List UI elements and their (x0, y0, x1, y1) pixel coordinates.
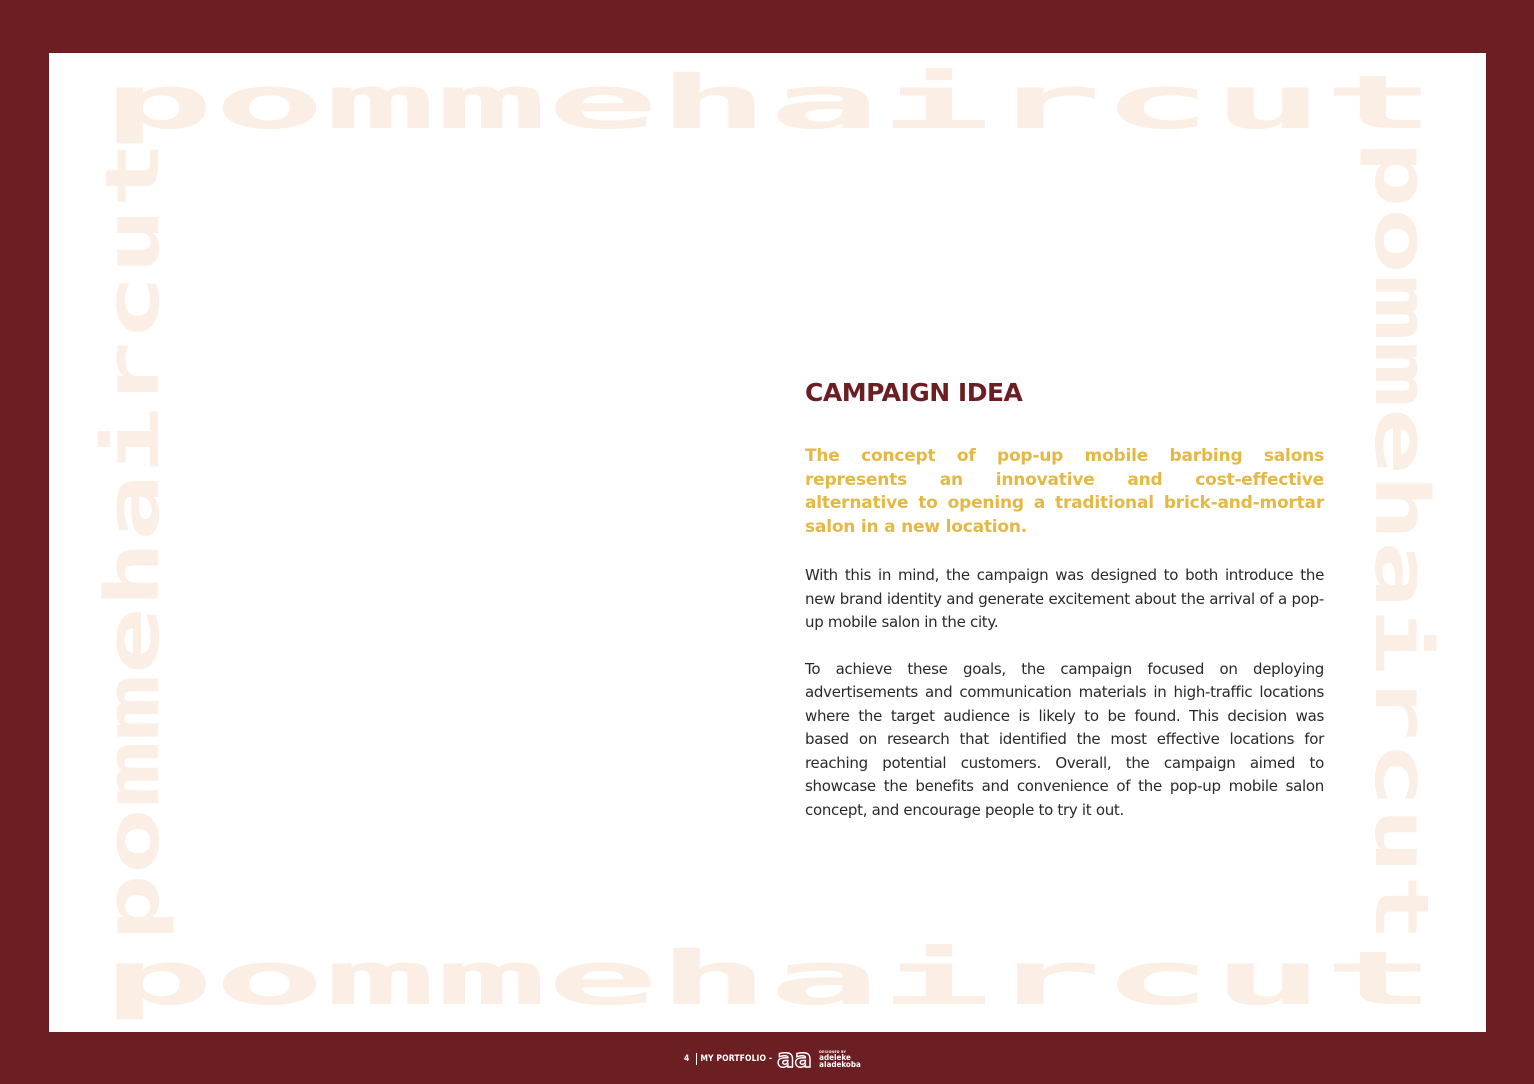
watermark-text-right: pommehaircut (1358, 141, 1444, 676)
watermark-border-right (1358, 141, 1444, 941)
watermark-border-top (103, 60, 1435, 146)
watermark-border-left (90, 141, 176, 941)
page-footer (0, 1046, 1534, 1072)
watermark-text-left: pommehaircut (90, 406, 176, 941)
footer-label: MY PORTFOLIO - (700, 1054, 773, 1064)
logo-monogram-icon (777, 1044, 817, 1074)
body-paragraph-1: With this in mind, the campaign was designed to both introduce the new brand identity and generate excitement about the arrival of a pop-up mobile salon in the city. (805, 566, 1324, 631)
logo-name-first: adeleke (819, 1053, 851, 1062)
logo-tagline: DESIGNED BY (819, 1050, 847, 1054)
section-heading: CAMPAIGN IDEA (805, 378, 1023, 407)
logo-monogram: aa (777, 1044, 813, 1074)
designer-logo (777, 1044, 861, 1074)
lead-paragraph: The concept of pop-up mobile barbing salons represents an innovative and cost-effective alternative to opening a traditional brick-and-mortar salon in a new location. (805, 446, 1324, 537)
watermark-text-top: pommehaircut (103, 60, 1435, 146)
watermark-text-bottom: pommehaircut (103, 936, 1435, 1022)
footer-divider (696, 1053, 697, 1065)
portfolio-page (49, 53, 1486, 1032)
body-paragraph-2: To achieve these goals, the campaign focused on deploying advertisements and communication materials in high-traffic locations where the target audience is likely to be found. This decision was based on research that identified the most effective locations for reaching potential customers. Overall, the campaign aimed to showcase the benefits and convenience of the pop-up mobile salon concept, and encourage people to try it out. (805, 659, 1324, 819)
logo-name-last: aladekoba (819, 1060, 861, 1069)
page-number: 4 (684, 1054, 690, 1064)
watermark-border-bottom (103, 936, 1435, 1022)
campaign-idea-section (805, 377, 1324, 845)
